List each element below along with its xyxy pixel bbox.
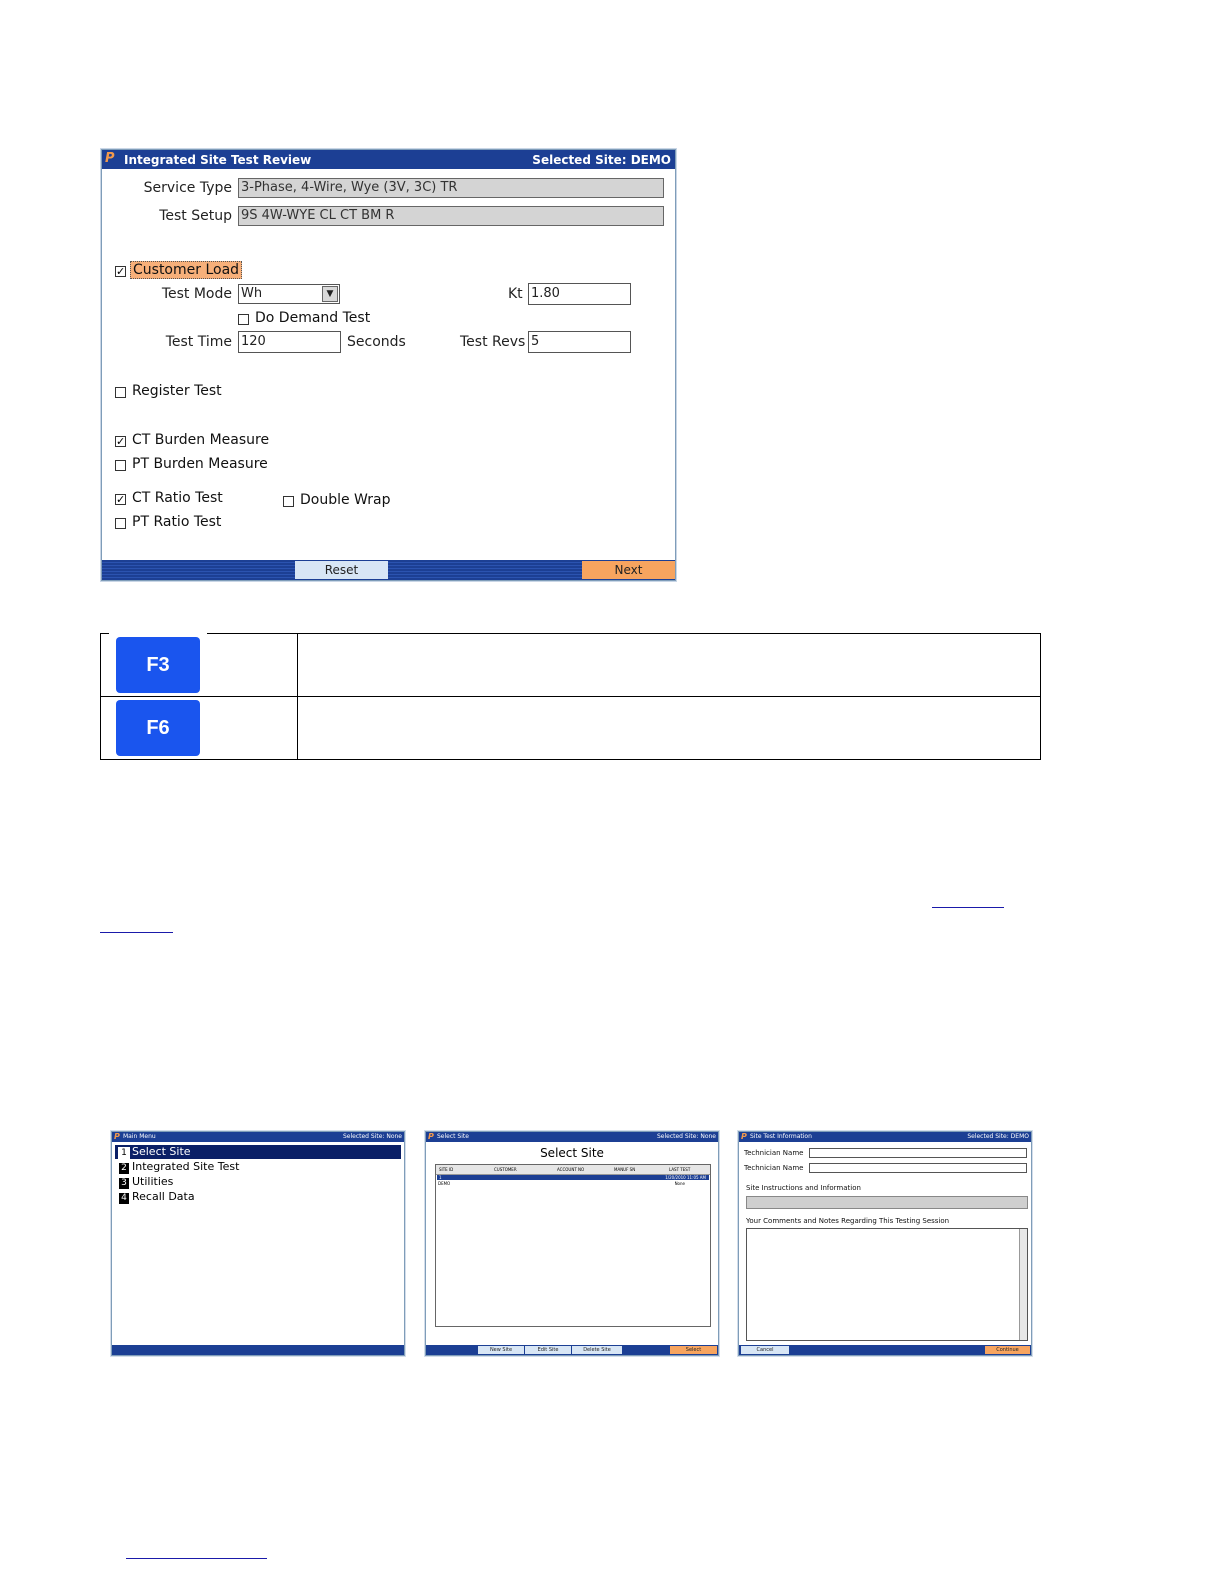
- thumbnail-softkey-bar: [426, 1345, 718, 1355]
- technician-name-label: Technician Name: [744, 1149, 804, 1157]
- site-table-header: SITE ID CUSTOMER ACCOUNT NO MANUF SN LAST TEST: [436, 1165, 710, 1175]
- kt-label: Kt: [508, 286, 523, 302]
- thumbnail-site: Selected Site: None: [656, 1133, 716, 1140]
- site-test-information-thumbnail: [738, 1131, 1032, 1356]
- comments-scrollbar[interactable]: [1019, 1229, 1027, 1340]
- do-demand-test-label[interactable]: Do Demand Test: [255, 310, 371, 326]
- test-time-input[interactable]: 120: [238, 331, 341, 353]
- service-type-label: Service Type: [143, 180, 232, 196]
- pt-burden-measure-label[interactable]: PT Burden Measure: [132, 456, 268, 472]
- reset-button[interactable]: Reset: [295, 561, 388, 579]
- service-type-field: 3-Phase, 4-Wire, Wye (3V, 3C) TR: [238, 178, 664, 198]
- test-revs-label: Test Revs: [460, 334, 526, 350]
- thumbnail-site: Selected Site: DEMO: [967, 1133, 1029, 1140]
- pt-burden-measure-checkbox[interactable]: [115, 460, 126, 471]
- site-instructions-box: [746, 1196, 1028, 1209]
- ct-burden-measure-checkbox[interactable]: ✓: [116, 435, 126, 448]
- site-list-table[interactable]: [435, 1164, 711, 1327]
- test-revs-input[interactable]: 5: [528, 331, 631, 353]
- thumbnail-softkey-bar: [112, 1345, 404, 1355]
- ct-ratio-test-checkbox[interactable]: ✓: [116, 493, 126, 506]
- thumbnail-title: Select Site: [437, 1133, 469, 1140]
- edit-site-button[interactable]: Edit Site: [525, 1346, 571, 1354]
- select-site-heading: Select Site: [540, 1146, 604, 1160]
- app-logo-icon: P: [105, 151, 115, 166]
- menu-item-utilities[interactable]: 3 Utilities: [118, 1175, 173, 1189]
- softkey-bar: [102, 560, 675, 580]
- cancel-button[interactable]: Cancel: [741, 1346, 789, 1354]
- kt-input[interactable]: 1.80: [528, 283, 631, 305]
- selected-site-indicator: Selected Site: DEMO: [532, 153, 671, 167]
- main-menu-thumbnail: [111, 1131, 405, 1356]
- app-logo-icon: P: [428, 1132, 434, 1141]
- do-demand-test-checkbox[interactable]: [238, 314, 249, 325]
- next-button[interactable]: Next: [582, 561, 675, 579]
- test-setup-field: 9S 4W-WYE CL CT BM R: [238, 206, 664, 226]
- customer-load-label[interactable]: Customer Load: [130, 261, 242, 279]
- chevron-down-icon[interactable]: ▼: [322, 286, 338, 302]
- ct-ratio-test-label[interactable]: CT Ratio Test: [132, 490, 223, 506]
- register-test-label[interactable]: Register Test: [132, 383, 222, 399]
- thumbnail-titlebar: [112, 1132, 404, 1142]
- app-logo-icon: P: [741, 1132, 747, 1141]
- register-test-checkbox[interactable]: [115, 387, 126, 398]
- hyperlink-underline[interactable]: [932, 907, 1004, 908]
- hyperlink-underline[interactable]: [100, 932, 173, 933]
- test-mode-label: Test Mode: [161, 286, 232, 302]
- window-titlebar: [102, 150, 675, 169]
- site-instructions-label: Site Instructions and Information: [746, 1184, 861, 1192]
- table-row[interactable]: DEMO None: [438, 1181, 685, 1186]
- thumbnail-titlebar: [739, 1132, 1031, 1142]
- technician-name-input[interactable]: [809, 1148, 1027, 1158]
- menu-item-integrated-site-test[interactable]: 2 Integrated Site Test: [118, 1160, 239, 1174]
- table-column-divider: [297, 634, 298, 759]
- test-mode-select[interactable]: Wh: [238, 284, 340, 304]
- function-key-table: [100, 633, 1041, 760]
- menu-item-recall-data[interactable]: 4 Recall Data: [118, 1190, 195, 1204]
- window-title: Integrated Site Test Review: [124, 153, 312, 167]
- select-button[interactable]: Select: [670, 1346, 717, 1354]
- technician-name-2-input[interactable]: [809, 1163, 1027, 1173]
- hyperlink-underline[interactable]: [126, 1558, 267, 1559]
- continue-button[interactable]: Continue: [985, 1346, 1030, 1354]
- comments-textarea[interactable]: [746, 1228, 1028, 1341]
- seconds-label: Seconds: [347, 334, 406, 350]
- ct-burden-measure-label[interactable]: CT Burden Measure: [132, 432, 270, 448]
- app-logo-icon: P: [114, 1132, 120, 1141]
- pt-ratio-test-label[interactable]: PT Ratio Test: [132, 514, 222, 530]
- integrated-site-test-review-window: [101, 149, 676, 581]
- thumbnail-titlebar: [426, 1132, 718, 1142]
- thumbnail-softkey-bar: [739, 1345, 1031, 1355]
- technician-name-2-label: Technician Name: [744, 1164, 804, 1172]
- table-row-divider: [101, 696, 1040, 697]
- f6-key-icon: F6: [116, 700, 200, 756]
- delete-site-button[interactable]: Delete Site: [572, 1346, 622, 1354]
- double-wrap-label[interactable]: Double Wrap: [300, 492, 391, 508]
- test-setup-label: Test Setup: [159, 208, 232, 224]
- pt-ratio-test-checkbox[interactable]: [115, 518, 126, 529]
- double-wrap-checkbox[interactable]: [283, 496, 294, 507]
- thumbnail-title: Site Test Information: [750, 1133, 812, 1140]
- select-site-thumbnail: [425, 1131, 719, 1356]
- thumbnail-site: Selected Site: None: [342, 1133, 402, 1140]
- f3-key-icon: F3: [116, 637, 200, 693]
- customer-load-checkbox[interactable]: ✓: [116, 265, 126, 278]
- thumbnail-title: Main Menu: [123, 1133, 156, 1140]
- table-row[interactable]: 1 1/20/2010 11:05 AM: [437, 1175, 709, 1180]
- test-time-label: Test Time: [165, 334, 232, 350]
- new-site-button[interactable]: New Site: [478, 1346, 524, 1354]
- menu-item-select-site[interactable]: 1 Select Site: [115, 1145, 401, 1159]
- comments-label: Your Comments and Notes Regarding This Testing Session: [746, 1217, 950, 1225]
